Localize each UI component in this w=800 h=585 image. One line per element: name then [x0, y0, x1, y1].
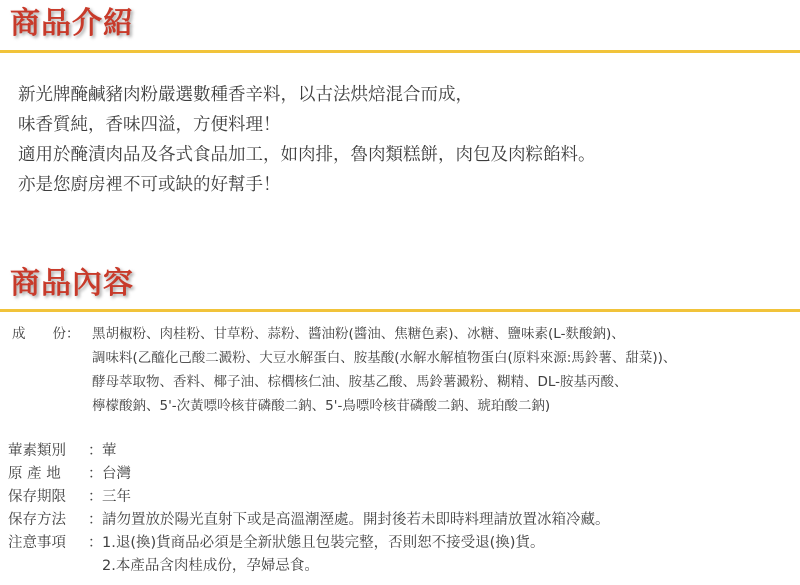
- info-separator: ：: [88, 443, 103, 459]
- note-item: 2.本產品含肉桂成份，孕婦忌食。: [102, 558, 319, 574]
- intro-line: 新光牌醃鹹豬肉粉嚴選數種香辛料，以古法烘焙混合而成，: [18, 85, 473, 105]
- info-value: 請勿置放於陽光直射下或是高溫潮溼處。開封後若未即時料理請放置冰箱冷藏。: [102, 512, 610, 528]
- intro-line: 亦是您廚房裡不可或缺的好幫手！: [18, 175, 281, 195]
- ingredients-line: 酵母萃取物、香料、椰子油、棕櫚核仁油、胺基乙酸、馬鈴薯澱粉、糊精、DL-胺基丙酸、: [92, 374, 628, 390]
- intro-heading-rule: [0, 50, 800, 53]
- ingredients-label: 成 份：: [12, 326, 80, 342]
- notes-label: 注意事項: [8, 535, 66, 551]
- info-separator: ：: [88, 535, 103, 551]
- info-label: 保存期限: [8, 489, 66, 505]
- intro-paragraph: [18, 80, 788, 200]
- info-row-shelf-life: [8, 486, 798, 509]
- info-label: 葷素類別: [8, 443, 66, 459]
- content-heading-rule: [0, 309, 800, 312]
- content-heading: 商品內容: [10, 266, 134, 301]
- ingredients-line: 檸檬酸鈉、5'-次黃嘌呤核苷磷酸二鈉、5'-鳥嘌呤核苷磷酸二鈉、琥珀酸二鈉): [92, 398, 551, 414]
- info-row-storage: [8, 509, 798, 532]
- note-item: 1.退(換)貨商品必須是全新狀態且包裝完整，否則恕不接受退(換)貨。: [102, 535, 545, 551]
- ingredients-text: [92, 322, 797, 418]
- intro-line: 適用於醃漬肉品及各式食品加工，如肉排，魯肉類糕餅，肉包及肉粽餡料。: [18, 145, 596, 165]
- notes-list: [102, 532, 798, 578]
- ingredients-block: [12, 322, 797, 418]
- info-separator: ：: [88, 466, 103, 482]
- intro-heading: 商品介紹: [10, 6, 134, 41]
- info-value: 三年: [102, 489, 131, 505]
- ingredients-line: 調味料(乙醯化己酸二澱粉、大豆水解蛋白、胺基酸(水解水解植物蛋白(原料來源:馬鈴薯、甜菜))、: [92, 350, 677, 366]
- info-value: 葷: [102, 443, 117, 459]
- info-row-origin: [8, 463, 798, 486]
- info-separator: ：: [88, 512, 103, 528]
- product-info-list: [8, 440, 798, 578]
- info-value: 台灣: [102, 466, 131, 482]
- ingredients-line: 黑胡椒粉、肉桂粉、甘草粉、蒜粉、醬油粉(醬油、焦糖色素)、冰糖、鹽味素(L-麩酸鈉)、: [92, 326, 625, 342]
- info-label: 原 產 地: [8, 466, 61, 482]
- intro-line: 味香質純，香味四溢，方便料理！: [18, 115, 281, 135]
- info-row-type: [8, 440, 798, 463]
- info-label: 保存方法: [8, 512, 66, 528]
- info-row-notes: [8, 532, 798, 578]
- info-separator: ：: [88, 489, 103, 505]
